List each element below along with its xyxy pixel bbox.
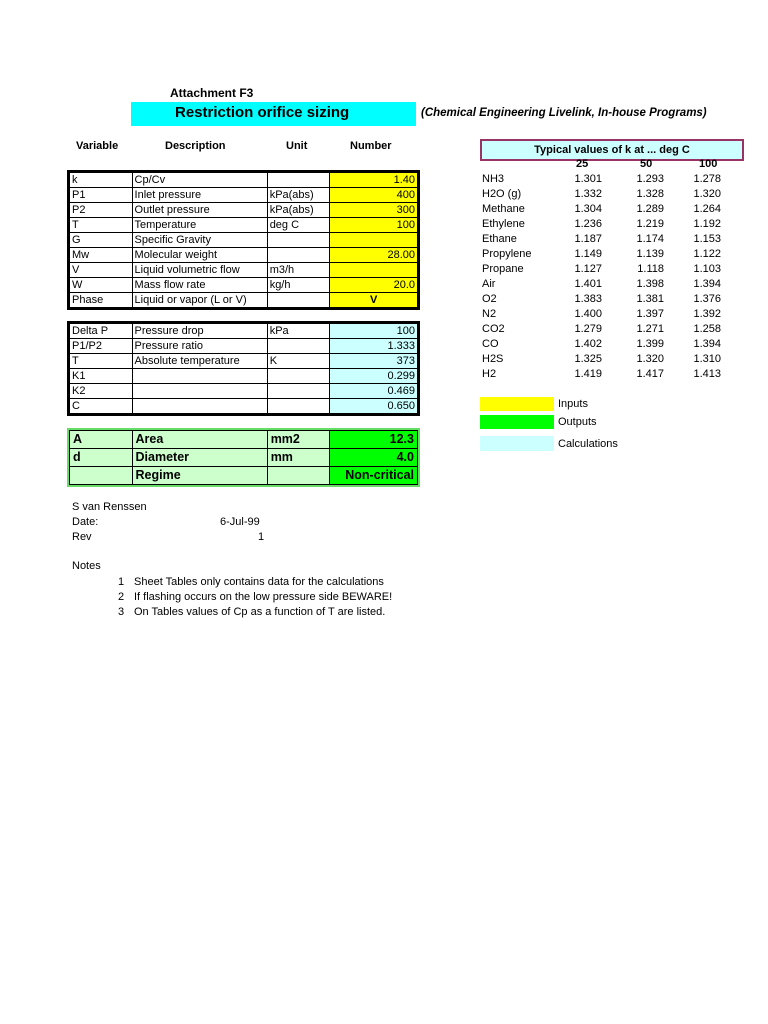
unit-cell: mm xyxy=(267,449,330,467)
k-row xyxy=(480,292,742,307)
temperature-header: 100 xyxy=(699,158,718,170)
input-value-cell[interactable]: 300 xyxy=(330,203,418,218)
input-row xyxy=(70,248,418,263)
gas-name: NH3 xyxy=(482,173,505,185)
description-cell xyxy=(132,369,267,384)
col-description: Description xyxy=(165,140,226,152)
k-value: 1.320 xyxy=(693,188,721,200)
attachment-label: Attachment F3 xyxy=(170,86,254,100)
input-value-cell[interactable]: 100 xyxy=(330,218,418,233)
k-value: 1.328 xyxy=(636,188,664,200)
legend-label: Inputs xyxy=(558,398,588,410)
note-number: 1 xyxy=(118,576,125,588)
k-value: 1.139 xyxy=(636,248,664,260)
unit-cell xyxy=(267,173,330,188)
col-variable: Variable xyxy=(76,140,119,152)
k-value: 1.118 xyxy=(637,263,664,275)
k-value: 1.376 xyxy=(693,293,721,305)
k-value: 1.398 xyxy=(636,278,664,290)
legend-swatch xyxy=(480,436,554,451)
k-value: 1.219 xyxy=(636,218,664,230)
input-value-cell[interactable]: 400 xyxy=(330,188,418,203)
variable-cell: W xyxy=(70,278,133,293)
author-name: S van Renssen xyxy=(72,501,147,513)
note-item xyxy=(118,605,392,620)
output-value-cell: 12.3 xyxy=(330,431,418,449)
variable-cell: V xyxy=(70,263,133,278)
description-cell xyxy=(132,384,267,399)
date-label: Date: xyxy=(72,516,99,528)
calculation-row xyxy=(70,354,418,369)
k-value: 1.381 xyxy=(636,293,664,305)
gas-name: Ethylene xyxy=(482,218,525,230)
k-value: 1.401 xyxy=(574,278,602,290)
unit-cell xyxy=(267,369,330,384)
k-value: 1.320 xyxy=(636,353,664,365)
input-row xyxy=(70,293,418,308)
variable-cell: G xyxy=(70,233,133,248)
k-value: 1.127 xyxy=(574,263,602,275)
description-cell: Liquid volumetric flow xyxy=(132,263,267,278)
k-value: 1.301 xyxy=(574,173,602,185)
unit-cell: m3/h xyxy=(267,263,330,278)
input-value-cell[interactable]: 1.40 xyxy=(330,173,418,188)
legend xyxy=(480,397,680,451)
unit-cell: kg/h xyxy=(267,278,330,293)
k-value: 1.103 xyxy=(693,263,721,275)
unit-cell xyxy=(267,248,330,263)
unit-cell xyxy=(267,293,330,308)
calculation-row xyxy=(70,339,418,354)
k-value: 1.264 xyxy=(693,203,721,215)
k-value: 1.392 xyxy=(693,308,721,320)
k-row xyxy=(480,232,742,247)
k-row xyxy=(480,202,742,217)
k-value: 1.413 xyxy=(693,368,721,380)
variable-cell: T xyxy=(70,354,133,369)
k-value: 1.279 xyxy=(574,323,602,335)
calculation-row xyxy=(70,369,418,384)
gas-name: CO2 xyxy=(482,323,505,335)
output-value-cell: 4.0 xyxy=(330,449,418,467)
calculations-table xyxy=(69,323,418,414)
k-value: 1.153 xyxy=(693,233,721,245)
variable-cell: C xyxy=(70,399,133,414)
variable-cell: d xyxy=(70,449,133,467)
input-value-cell[interactable]: 28.00 xyxy=(330,248,418,263)
legend-item xyxy=(480,433,680,450)
description-cell: Regime xyxy=(132,467,267,485)
unit-cell: K xyxy=(267,354,330,369)
description-cell: Mass flow rate xyxy=(132,278,267,293)
gas-name: O2 xyxy=(482,293,497,305)
k-row xyxy=(480,277,742,292)
k-row xyxy=(480,322,742,337)
k-temp-header xyxy=(480,157,742,172)
variable-cell: K1 xyxy=(70,369,133,384)
description-cell: Area xyxy=(132,431,267,449)
k-row xyxy=(480,187,742,202)
calculated-value-cell: 0.299 xyxy=(330,369,418,384)
input-row xyxy=(70,233,418,248)
k-value: 1.394 xyxy=(693,338,721,350)
output-value-cell: Non-critical xyxy=(330,467,418,485)
k-value: 1.417 xyxy=(636,368,664,380)
k-value: 1.310 xyxy=(693,353,721,365)
description-cell: Liquid or vapor (L or V) xyxy=(132,293,267,308)
description-cell: Absolute temperature xyxy=(132,354,267,369)
gas-name: Methane xyxy=(482,203,525,215)
k-value: 1.236 xyxy=(574,218,602,230)
k-value: 1.383 xyxy=(574,293,602,305)
variable-cell: Delta P xyxy=(70,324,133,339)
results-table xyxy=(69,430,418,485)
input-row xyxy=(70,203,418,218)
input-value-cell[interactable]: V xyxy=(330,293,418,308)
gas-name: Air xyxy=(482,278,496,290)
variable-cell: K2 xyxy=(70,384,133,399)
subtitle: (Chemical Engineering Livelink, In-house Programs) xyxy=(421,107,707,119)
note-text: Sheet Tables only contains data for the calculations xyxy=(134,576,384,588)
input-row xyxy=(70,173,418,188)
gas-name: Propylene xyxy=(482,248,532,260)
description-cell xyxy=(132,399,267,414)
k-row xyxy=(480,352,742,367)
legend-swatch xyxy=(480,397,554,411)
k-value: 1.278 xyxy=(693,173,721,185)
k-table-title: Typical values of k at ... deg C xyxy=(480,139,744,161)
gas-name: Ethane xyxy=(482,233,517,245)
description-cell: Temperature xyxy=(132,218,267,233)
k-row xyxy=(480,262,742,277)
k-value: 1.187 xyxy=(574,233,602,245)
note-item xyxy=(118,575,392,590)
k-row xyxy=(480,367,742,382)
k-value: 1.402 xyxy=(574,338,602,350)
description-cell: Inlet pressure xyxy=(132,188,267,203)
k-value: 1.304 xyxy=(574,203,602,215)
k-value: 1.122 xyxy=(693,248,721,260)
k-value: 1.174 xyxy=(636,233,664,245)
result-row xyxy=(70,449,418,467)
legend-item xyxy=(480,397,680,414)
k-row xyxy=(480,247,742,262)
input-value-cell[interactable] xyxy=(330,233,418,248)
note-number: 3 xyxy=(118,606,125,618)
temperature-header: 50 xyxy=(640,158,653,170)
k-value: 1.419 xyxy=(574,368,602,380)
k-value: 1.271 xyxy=(636,323,664,335)
input-value-cell[interactable] xyxy=(330,263,418,278)
gas-name: H2S xyxy=(482,353,504,365)
k-value: 1.149 xyxy=(574,248,602,260)
calculation-row xyxy=(70,324,418,339)
unit-cell: deg C xyxy=(267,218,330,233)
unit-cell xyxy=(267,233,330,248)
result-row xyxy=(70,431,418,449)
notes-label: Notes xyxy=(72,560,101,572)
unit-cell: mm2 xyxy=(267,431,330,449)
legend-label: Outputs xyxy=(558,416,597,428)
note-number: 2 xyxy=(118,591,125,603)
description-cell: Cp/Cv xyxy=(132,173,267,188)
k-value: 1.293 xyxy=(636,173,664,185)
variable-cell: A xyxy=(70,431,133,449)
unit-cell xyxy=(267,384,330,399)
col-unit: Unit xyxy=(286,140,308,152)
gas-name: N2 xyxy=(482,308,497,320)
k-value: 1.289 xyxy=(636,203,664,215)
variable-cell: T xyxy=(70,218,133,233)
unit-cell xyxy=(267,399,330,414)
variable-cell xyxy=(70,467,133,485)
unit-cell: kPa xyxy=(267,324,330,339)
result-row xyxy=(70,467,418,485)
input-row xyxy=(70,218,418,233)
variable-cell: k xyxy=(70,173,133,188)
k-value: 1.400 xyxy=(574,308,602,320)
calculated-value-cell: 0.469 xyxy=(330,384,418,399)
description-cell: Specific Gravity xyxy=(132,233,267,248)
gas-name: H2O (g) xyxy=(482,188,522,200)
legend-item xyxy=(480,415,680,432)
inputs-table xyxy=(69,172,418,308)
col-number: Number xyxy=(350,140,392,152)
unit-cell xyxy=(267,467,330,485)
description-cell: Outlet pressure xyxy=(132,203,267,218)
k-value: 1.394 xyxy=(693,278,721,290)
variable-cell: P2 xyxy=(70,203,133,218)
description-cell: Pressure drop xyxy=(132,324,267,339)
temperature-header: 25 xyxy=(576,158,589,170)
date-value: 6-Jul-99 xyxy=(220,516,260,528)
k-row xyxy=(480,217,742,232)
rev-label: Rev xyxy=(72,531,92,543)
k-value: 1.325 xyxy=(574,353,602,365)
k-row xyxy=(480,337,742,352)
unit-cell: kPa(abs) xyxy=(267,203,330,218)
note-item xyxy=(118,590,392,605)
calculated-value-cell: 373 xyxy=(330,354,418,369)
calculated-value-cell: 1.333 xyxy=(330,339,418,354)
k-values-table xyxy=(480,157,742,382)
input-row xyxy=(70,188,418,203)
input-value-cell[interactable]: 20.0 xyxy=(330,278,418,293)
gas-name: Propane xyxy=(482,263,524,275)
gas-name: H2 xyxy=(482,368,497,380)
note-text: If flashing occurs on the low pressure side BEWARE! xyxy=(134,591,393,603)
k-value: 1.397 xyxy=(636,308,664,320)
unit-cell xyxy=(267,339,330,354)
k-row xyxy=(480,172,742,187)
legend-label: Calculations xyxy=(558,438,618,450)
variable-cell: P1 xyxy=(70,188,133,203)
variable-cell: Phase xyxy=(70,293,133,308)
variable-cell: P1/P2 xyxy=(70,339,133,354)
k-row xyxy=(480,307,742,322)
calculated-value-cell: 0.650 xyxy=(330,399,418,414)
unit-cell: kPa(abs) xyxy=(267,188,330,203)
description-cell: Molecular weight xyxy=(132,248,267,263)
legend-swatch xyxy=(480,415,554,429)
description-cell: Pressure ratio xyxy=(132,339,267,354)
notes-list xyxy=(118,575,392,620)
calculation-row xyxy=(70,384,418,399)
page-title: Restriction orifice sizing xyxy=(175,104,350,121)
k-value: 1.332 xyxy=(574,188,602,200)
k-value: 1.258 xyxy=(693,323,721,335)
variable-cell: Mw xyxy=(70,248,133,263)
rev-value: 1 xyxy=(258,531,265,543)
gas-name: CO xyxy=(482,338,499,350)
calculation-row xyxy=(70,399,418,414)
calculated-value-cell: 100 xyxy=(330,324,418,339)
input-row xyxy=(70,263,418,278)
note-text: On Tables values of Cp as a function of T are listed. xyxy=(134,606,386,618)
k-value: 1.192 xyxy=(693,218,721,230)
k-value: 1.399 xyxy=(636,338,664,350)
input-row xyxy=(70,278,418,293)
description-cell: Diameter xyxy=(132,449,267,467)
